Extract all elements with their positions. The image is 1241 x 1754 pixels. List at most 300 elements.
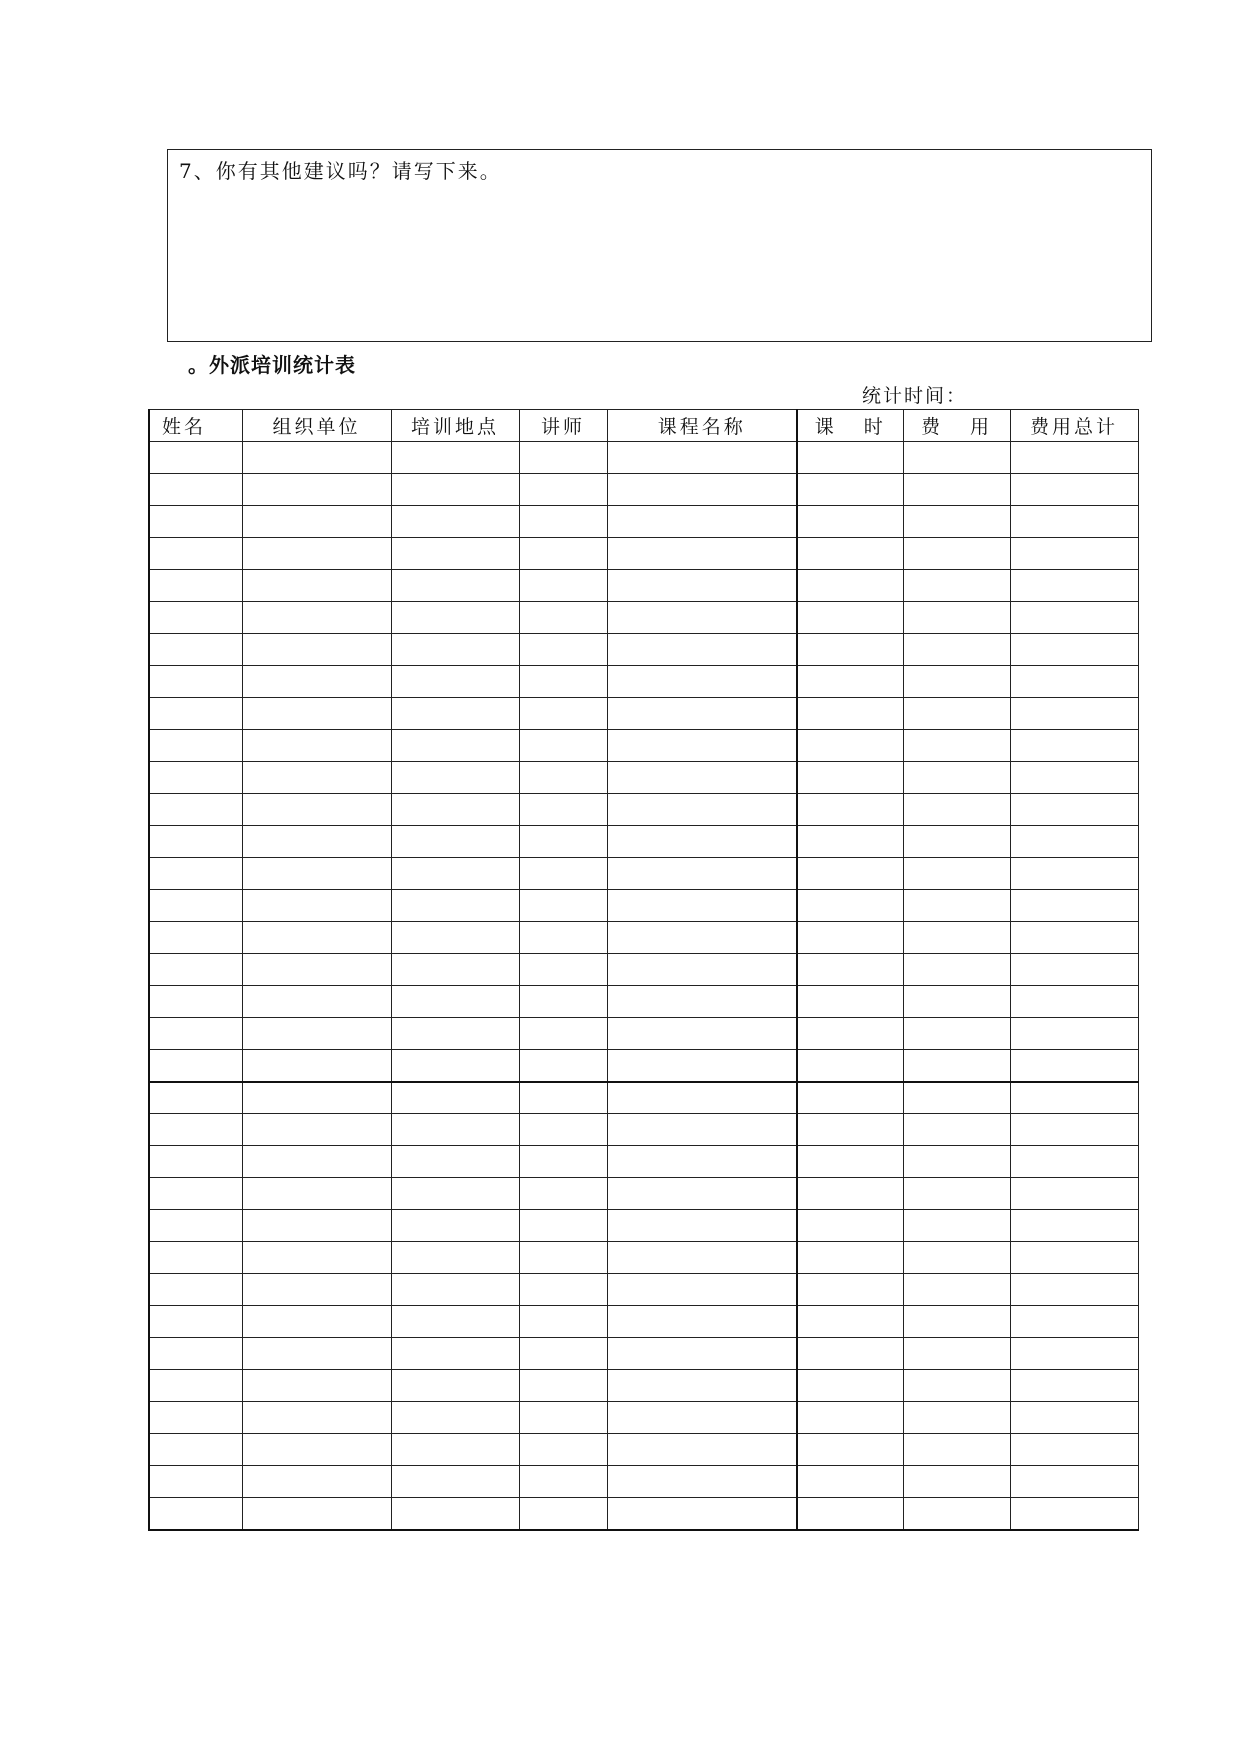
table-cell[interactable] <box>607 1146 797 1178</box>
table-cell[interactable] <box>391 986 519 1018</box>
table-cell[interactable] <box>149 474 242 506</box>
table-row <box>149 1498 1138 1530</box>
table-cell[interactable] <box>149 602 242 634</box>
table-cell[interactable] <box>797 730 903 762</box>
table-cell[interactable] <box>149 1050 242 1082</box>
suggestion-answer-box[interactable] <box>167 149 1152 342</box>
table-cell[interactable] <box>519 634 607 666</box>
table-cell[interactable] <box>607 1306 797 1338</box>
table-cell[interactable] <box>242 1498 391 1530</box>
table-cell[interactable] <box>519 826 607 858</box>
table-row <box>149 762 1138 794</box>
table-cell[interactable] <box>519 698 607 730</box>
table-cell[interactable] <box>519 762 607 794</box>
table-cell[interactable] <box>607 1082 797 1114</box>
table-cell[interactable] <box>519 1146 607 1178</box>
table-cell[interactable] <box>242 826 391 858</box>
table-cell[interactable] <box>149 794 242 826</box>
table-row <box>149 1178 1138 1210</box>
table-cell[interactable] <box>607 698 797 730</box>
table-cell[interactable] <box>242 634 391 666</box>
table-cell[interactable] <box>149 1018 242 1050</box>
table-cell[interactable] <box>242 1274 391 1306</box>
table-cell[interactable] <box>242 1402 391 1434</box>
table-cell[interactable] <box>242 1434 391 1466</box>
table-cell[interactable] <box>242 858 391 890</box>
table-cell[interactable] <box>391 858 519 890</box>
table-cell[interactable] <box>391 1018 519 1050</box>
table-cell[interactable] <box>797 1274 903 1306</box>
table-cell[interactable] <box>519 986 607 1018</box>
table-cell[interactable] <box>797 1498 903 1530</box>
table-cell[interactable] <box>607 1466 797 1498</box>
table-cell[interactable] <box>149 1210 242 1242</box>
table-cell[interactable] <box>1010 570 1138 602</box>
table-cell[interactable] <box>903 1370 1010 1402</box>
table-cell[interactable] <box>1010 1402 1138 1434</box>
table-cell[interactable] <box>797 634 903 666</box>
table-cell[interactable] <box>519 1082 607 1114</box>
table-cell[interactable] <box>1010 1050 1138 1082</box>
table-cell[interactable] <box>797 922 903 954</box>
table-cell[interactable] <box>242 1242 391 1274</box>
table-cell[interactable] <box>797 954 903 986</box>
table-cell[interactable] <box>797 602 903 634</box>
table-cell[interactable] <box>797 666 903 698</box>
table-cell[interactable] <box>903 1018 1010 1050</box>
table-cell[interactable] <box>1010 1306 1138 1338</box>
table-cell[interactable] <box>797 1210 903 1242</box>
table-cell[interactable] <box>149 506 242 538</box>
table-cell[interactable] <box>391 1146 519 1178</box>
table-cell[interactable] <box>391 826 519 858</box>
table-cell[interactable] <box>391 1274 519 1306</box>
table-cell[interactable] <box>149 1338 242 1370</box>
table-cell[interactable] <box>242 1338 391 1370</box>
table-cell[interactable] <box>391 890 519 922</box>
table-cell[interactable] <box>607 1178 797 1210</box>
table-cell[interactable] <box>519 730 607 762</box>
table-row <box>149 954 1138 986</box>
table-cell[interactable] <box>519 858 607 890</box>
table-cell[interactable] <box>797 794 903 826</box>
table-cell[interactable] <box>797 986 903 1018</box>
table-cell[interactable] <box>391 1498 519 1530</box>
header-total-fee: 费用总计 <box>1010 410 1138 442</box>
table-cell[interactable] <box>797 762 903 794</box>
table-cell[interactable] <box>797 698 903 730</box>
table-cell[interactable] <box>903 538 1010 570</box>
table-cell[interactable] <box>797 1178 903 1210</box>
table-cell[interactable] <box>391 954 519 986</box>
table-cell[interactable] <box>391 1242 519 1274</box>
table-cell[interactable] <box>519 506 607 538</box>
table-cell[interactable] <box>1010 1242 1138 1274</box>
table-cell[interactable] <box>1010 1018 1138 1050</box>
table-cell[interactable] <box>242 1466 391 1498</box>
table-cell[interactable] <box>607 1114 797 1146</box>
table-cell[interactable] <box>797 442 903 474</box>
table-cell[interactable] <box>242 1210 391 1242</box>
table-cell[interactable] <box>1010 506 1138 538</box>
table-row <box>149 1338 1138 1370</box>
table-cell[interactable] <box>149 986 242 1018</box>
table-cell[interactable] <box>607 858 797 890</box>
table-cell[interactable] <box>391 602 519 634</box>
table-cell[interactable] <box>149 826 242 858</box>
table-cell[interactable] <box>607 634 797 666</box>
table-row <box>149 666 1138 698</box>
table-cell[interactable] <box>1010 986 1138 1018</box>
table-cell[interactable] <box>607 1242 797 1274</box>
table-cell[interactable] <box>391 1114 519 1146</box>
table-cell[interactable] <box>903 1242 1010 1274</box>
table-row <box>149 1402 1138 1434</box>
table-cell[interactable] <box>1010 826 1138 858</box>
table-row <box>149 1018 1138 1050</box>
table-cell[interactable] <box>903 1466 1010 1498</box>
header-hours: 课 时 <box>797 410 903 442</box>
table-cell[interactable] <box>519 890 607 922</box>
table-cell[interactable] <box>607 506 797 538</box>
table-cell[interactable] <box>607 890 797 922</box>
table-cell[interactable] <box>519 474 607 506</box>
table-cell[interactable] <box>797 826 903 858</box>
table-header-row <box>149 410 1138 442</box>
table-cell[interactable] <box>903 826 1010 858</box>
table-cell[interactable] <box>242 954 391 986</box>
table-cell[interactable] <box>903 634 1010 666</box>
table-cell[interactable] <box>391 730 519 762</box>
table-cell[interactable] <box>797 1146 903 1178</box>
header-course: 课程名称 <box>607 410 797 442</box>
table-cell[interactable] <box>903 1274 1010 1306</box>
table-cell[interactable] <box>391 922 519 954</box>
table-cell[interactable] <box>903 1210 1010 1242</box>
suggestion-question: 7、你有其他建议吗？请写下来。 <box>179 159 502 183</box>
table-cell[interactable] <box>607 1338 797 1370</box>
table-cell[interactable] <box>797 570 903 602</box>
table-cell[interactable] <box>797 1018 903 1050</box>
table-cell[interactable] <box>1010 762 1138 794</box>
table-cell[interactable] <box>391 1434 519 1466</box>
table-cell[interactable] <box>1010 666 1138 698</box>
table-cell[interactable] <box>607 794 797 826</box>
table-cell[interactable] <box>1010 1082 1138 1114</box>
table-row <box>149 634 1138 666</box>
table-cell[interactable] <box>797 890 903 922</box>
table-cell[interactable] <box>391 1402 519 1434</box>
table-cell[interactable] <box>519 602 607 634</box>
table-cell[interactable] <box>607 730 797 762</box>
table-cell[interactable] <box>391 442 519 474</box>
table-cell[interactable] <box>149 570 242 602</box>
table-cell[interactable] <box>607 954 797 986</box>
table-row <box>149 698 1138 730</box>
table-cell[interactable] <box>903 890 1010 922</box>
table-cell[interactable] <box>519 1178 607 1210</box>
table-cell[interactable] <box>149 890 242 922</box>
table-cell[interactable] <box>519 570 607 602</box>
table-cell[interactable] <box>797 1082 903 1114</box>
table-cell[interactable] <box>903 1082 1010 1114</box>
table-cell[interactable] <box>149 1466 242 1498</box>
table-cell[interactable] <box>903 794 1010 826</box>
table-cell[interactable] <box>607 570 797 602</box>
table-cell[interactable] <box>391 1082 519 1114</box>
table-cell[interactable] <box>149 858 242 890</box>
table-cell[interactable] <box>607 1402 797 1434</box>
table-cell[interactable] <box>242 442 391 474</box>
table-cell[interactable] <box>903 730 1010 762</box>
table-cell[interactable] <box>1010 538 1138 570</box>
table-row <box>149 1082 1138 1114</box>
table-cell[interactable] <box>149 666 242 698</box>
table-row <box>149 1370 1138 1402</box>
table-cell[interactable] <box>903 1434 1010 1466</box>
table-cell[interactable] <box>797 1050 903 1082</box>
table-cell[interactable] <box>519 1498 607 1530</box>
table-cell[interactable] <box>797 474 903 506</box>
table-cell[interactable] <box>1010 634 1138 666</box>
table-cell[interactable] <box>149 1498 242 1530</box>
table-row <box>149 442 1138 474</box>
table-cell[interactable] <box>1010 442 1138 474</box>
table-cell[interactable] <box>391 474 519 506</box>
header-organization: 组织单位 <box>242 410 391 442</box>
table-cell[interactable] <box>903 602 1010 634</box>
table-cell[interactable] <box>903 1146 1010 1178</box>
table-cell[interactable] <box>519 1018 607 1050</box>
table-cell[interactable] <box>1010 890 1138 922</box>
table-cell[interactable] <box>149 922 242 954</box>
table-cell[interactable] <box>391 1338 519 1370</box>
table-cell[interactable] <box>519 1050 607 1082</box>
table-cell[interactable] <box>149 1178 242 1210</box>
table-cell[interactable] <box>242 1146 391 1178</box>
table-cell[interactable] <box>519 1210 607 1242</box>
table-cell[interactable] <box>903 762 1010 794</box>
table-cell[interactable] <box>1010 1466 1138 1498</box>
table-cell[interactable] <box>607 1018 797 1050</box>
table-cell[interactable] <box>519 1114 607 1146</box>
table-cell[interactable] <box>903 1050 1010 1082</box>
table-cell[interactable] <box>391 794 519 826</box>
table-cell[interactable] <box>242 922 391 954</box>
table-cell[interactable] <box>391 634 519 666</box>
table-cell[interactable] <box>797 1402 903 1434</box>
table-cell[interactable] <box>519 1338 607 1370</box>
table-cell[interactable] <box>519 954 607 986</box>
table-cell[interactable] <box>903 474 1010 506</box>
table-cell[interactable] <box>903 698 1010 730</box>
table-cell[interactable] <box>519 1466 607 1498</box>
table-cell[interactable] <box>903 1402 1010 1434</box>
table-cell[interactable] <box>519 666 607 698</box>
table-cell[interactable] <box>903 1498 1010 1530</box>
table-cell[interactable] <box>149 1370 242 1402</box>
table-cell[interactable] <box>797 1242 903 1274</box>
table-cell[interactable] <box>242 1082 391 1114</box>
table-cell[interactable] <box>1010 698 1138 730</box>
table-row <box>149 1466 1138 1498</box>
table-cell[interactable] <box>1010 858 1138 890</box>
table-cell[interactable] <box>149 1242 242 1274</box>
table-cell[interactable] <box>391 1178 519 1210</box>
table-cell[interactable] <box>519 1370 607 1402</box>
table-cell[interactable] <box>391 538 519 570</box>
table-cell[interactable] <box>149 1146 242 1178</box>
table-cell[interactable] <box>391 506 519 538</box>
table-cell[interactable] <box>607 442 797 474</box>
table-cell[interactable] <box>242 474 391 506</box>
table-cell[interactable] <box>242 1178 391 1210</box>
table-cell[interactable] <box>242 1370 391 1402</box>
table-cell[interactable] <box>607 922 797 954</box>
table-cell[interactable] <box>149 698 242 730</box>
table-cell[interactable] <box>519 922 607 954</box>
table-cell[interactable] <box>903 442 1010 474</box>
table-cell[interactable] <box>607 1050 797 1082</box>
table-cell[interactable] <box>903 1114 1010 1146</box>
table-cell[interactable] <box>797 1338 903 1370</box>
table-cell[interactable] <box>149 442 242 474</box>
table-cell[interactable] <box>797 506 903 538</box>
table-cell[interactable] <box>607 826 797 858</box>
table-cell[interactable] <box>607 1370 797 1402</box>
table-cell[interactable] <box>149 1114 242 1146</box>
table-cell[interactable] <box>903 570 1010 602</box>
table-cell[interactable] <box>242 730 391 762</box>
table-cell[interactable] <box>1010 1338 1138 1370</box>
table-cell[interactable] <box>391 666 519 698</box>
table-cell[interactable] <box>797 1434 903 1466</box>
table-cell[interactable] <box>1010 794 1138 826</box>
table-cell[interactable] <box>242 506 391 538</box>
table-cell[interactable] <box>903 506 1010 538</box>
table-cell[interactable] <box>391 762 519 794</box>
table-cell[interactable] <box>391 570 519 602</box>
table-cell[interactable] <box>1010 1498 1138 1530</box>
table-cell[interactable] <box>797 1114 903 1146</box>
table-cell[interactable] <box>903 1178 1010 1210</box>
table-cell[interactable] <box>1010 730 1138 762</box>
table-row <box>149 602 1138 634</box>
table-cell[interactable] <box>1010 602 1138 634</box>
table-cell[interactable] <box>1010 1146 1138 1178</box>
table-cell[interactable] <box>519 1274 607 1306</box>
table-cell[interactable] <box>391 1050 519 1082</box>
table-cell[interactable] <box>903 858 1010 890</box>
table-cell[interactable] <box>149 730 242 762</box>
table-cell[interactable] <box>797 1306 903 1338</box>
table-cell[interactable] <box>242 602 391 634</box>
header-name: 姓名 <box>149 410 242 442</box>
table-cell[interactable] <box>149 634 242 666</box>
table-cell[interactable] <box>149 1306 242 1338</box>
table-cell[interactable] <box>149 762 242 794</box>
table-cell[interactable] <box>1010 1370 1138 1402</box>
table-cell[interactable] <box>607 762 797 794</box>
table-cell[interactable] <box>1010 474 1138 506</box>
table-cell[interactable] <box>607 474 797 506</box>
table-cell[interactable] <box>242 794 391 826</box>
table-cell[interactable] <box>149 1402 242 1434</box>
table-cell[interactable] <box>797 1466 903 1498</box>
table-cell[interactable] <box>242 570 391 602</box>
table-cell[interactable] <box>391 1210 519 1242</box>
table-cell[interactable] <box>519 538 607 570</box>
table-cell[interactable] <box>607 602 797 634</box>
header-location: 培训地点 <box>391 410 519 442</box>
table-cell[interactable] <box>391 1466 519 1498</box>
table-row <box>149 858 1138 890</box>
table-cell[interactable] <box>391 698 519 730</box>
table-cell[interactable] <box>242 666 391 698</box>
table-cell[interactable] <box>797 858 903 890</box>
table-cell[interactable] <box>391 1370 519 1402</box>
table-cell[interactable] <box>903 1306 1010 1338</box>
table-cell[interactable] <box>903 1338 1010 1370</box>
table-cell[interactable] <box>149 538 242 570</box>
table-row <box>149 1306 1138 1338</box>
table-cell[interactable] <box>242 698 391 730</box>
table-cell[interactable] <box>607 538 797 570</box>
table-cell[interactable] <box>519 1242 607 1274</box>
table-cell[interactable] <box>242 1050 391 1082</box>
table-cell[interactable] <box>1010 1274 1138 1306</box>
table-cell[interactable] <box>903 666 1010 698</box>
table-cell[interactable] <box>519 442 607 474</box>
table-cell[interactable] <box>903 954 1010 986</box>
table-cell[interactable] <box>903 922 1010 954</box>
table-cell[interactable] <box>1010 922 1138 954</box>
table-cell[interactable] <box>519 1434 607 1466</box>
table-cell[interactable] <box>242 890 391 922</box>
table-cell[interactable] <box>149 954 242 986</box>
table-cell[interactable] <box>242 762 391 794</box>
table-row <box>149 1274 1138 1306</box>
table-cell[interactable] <box>903 986 1010 1018</box>
table-cell[interactable] <box>1010 954 1138 986</box>
table-cell[interactable] <box>607 1210 797 1242</box>
table-cell[interactable] <box>607 986 797 1018</box>
table-cell[interactable] <box>242 1114 391 1146</box>
table-cell[interactable] <box>242 538 391 570</box>
table-cell[interactable] <box>149 1274 242 1306</box>
table-cell[interactable] <box>242 1306 391 1338</box>
table-cell[interactable] <box>797 1370 903 1402</box>
table-cell[interactable] <box>607 1434 797 1466</box>
table-cell[interactable] <box>391 1306 519 1338</box>
table-cell[interactable] <box>797 538 903 570</box>
table-cell[interactable] <box>519 1402 607 1434</box>
table-cell[interactable] <box>149 1082 242 1114</box>
table-cell[interactable] <box>242 986 391 1018</box>
table-cell[interactable] <box>607 1498 797 1530</box>
table-row <box>149 570 1138 602</box>
table-cell[interactable] <box>1010 1210 1138 1242</box>
table-cell[interactable] <box>1010 1114 1138 1146</box>
table-cell[interactable] <box>519 1306 607 1338</box>
table-cell[interactable] <box>519 794 607 826</box>
table-cell[interactable] <box>242 1018 391 1050</box>
table-cell[interactable] <box>607 1274 797 1306</box>
table-cell[interactable] <box>1010 1178 1138 1210</box>
table-cell[interactable] <box>607 666 797 698</box>
table-cell[interactable] <box>1010 1434 1138 1466</box>
table-cell[interactable] <box>149 1434 242 1466</box>
